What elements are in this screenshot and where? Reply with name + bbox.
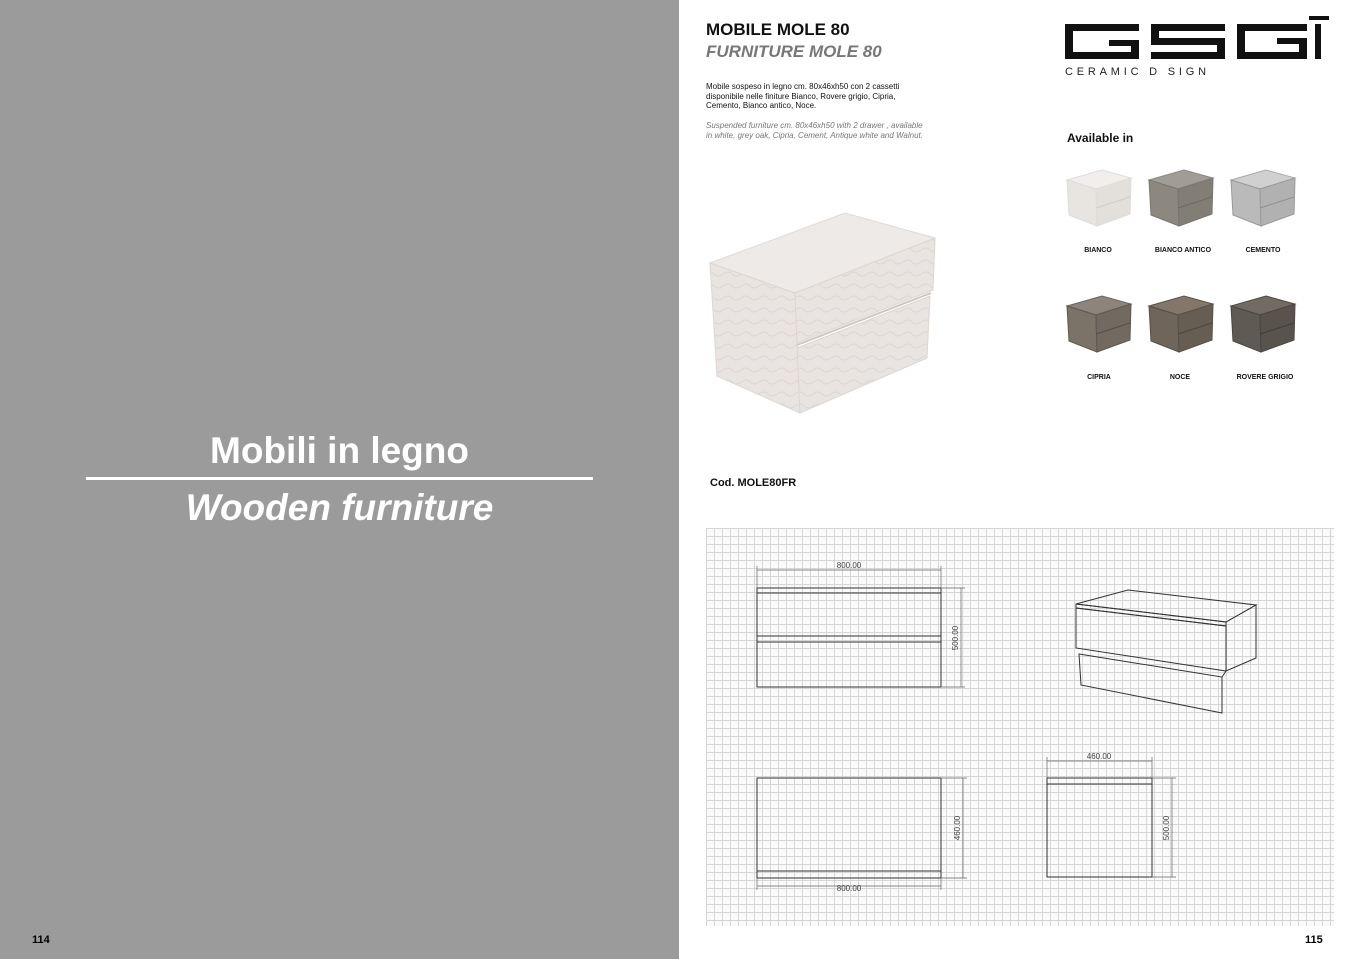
product-code: Cod. MOLE80FR — [710, 477, 797, 489]
technical-drawing-lines — [706, 528, 1334, 926]
finish-label-noce: NOCE — [1169, 374, 1191, 381]
finish-label-cipria: CIPRIA — [1087, 374, 1111, 381]
finish-label-bianco: BIANCO — [1084, 247, 1112, 254]
brand-tagline: CERAMIC D SIGN — [1065, 66, 1210, 78]
finish-swatch-bianco-antico — [1149, 170, 1213, 226]
dimension-side-height: 500.00 — [1162, 815, 1171, 841]
finish-swatches-row-2 — [1064, 294, 1300, 358]
finish-label-rovere-grigio: ROVERE GRIGIO — [1236, 374, 1294, 381]
side-view — [1047, 778, 1152, 877]
description-italian: Mobile sospeso in legno cm. 80x46xh50 con 2 cassetti disponibile nelle finiture Bianco, Rovere grigio, Cipria, Cemento, Bianco antico, Noce. — [706, 82, 900, 110]
available-in-label: Available in — [1067, 131, 1134, 145]
finish-swatch-noce — [1149, 296, 1213, 352]
isometric-view — [1076, 590, 1256, 713]
finish-swatch-cipria — [1067, 296, 1131, 352]
finish-swatches-row-1 — [1064, 168, 1300, 232]
product-image — [705, 208, 940, 418]
page-number-right: 115 — [1305, 934, 1323, 946]
dimension-front-width: 800.00 — [836, 561, 862, 570]
finish-swatch-bianco — [1067, 170, 1131, 226]
page-number-left: 114 — [32, 934, 50, 946]
dimension-top-width: 800.00 — [836, 884, 862, 893]
product-title-italian: MOBILE MOLE 80 — [706, 20, 850, 39]
dimension-side-depth: 460.00 — [1086, 752, 1112, 761]
description-english: Suspended furniture cm. 80x46xh50 with 2 drawer , available in white, grey oak, Cipria, Cement, Antique white and Walnut. — [706, 121, 923, 140]
finish-swatch-rovere-grigio — [1231, 296, 1295, 352]
front-view — [757, 588, 941, 687]
section-title-italian: Mobili in legno — [210, 430, 469, 471]
finish-swatch-cemento — [1231, 170, 1295, 226]
finish-label-bianco-antico: BIANCO ANTICO — [1154, 247, 1212, 254]
finish-label-cemento: CEMENTO — [1245, 247, 1281, 254]
product-title-english: FURNITURE MOLE 80 — [706, 42, 882, 61]
top-view — [757, 778, 941, 878]
dimension-front-height: 500.00 — [951, 625, 960, 651]
dimension-top-depth: 460.00 — [953, 815, 962, 841]
section-title-english: Wooden furniture — [185, 487, 494, 528]
title-divider — [86, 477, 593, 480]
brand-logo — [1063, 14, 1331, 60]
